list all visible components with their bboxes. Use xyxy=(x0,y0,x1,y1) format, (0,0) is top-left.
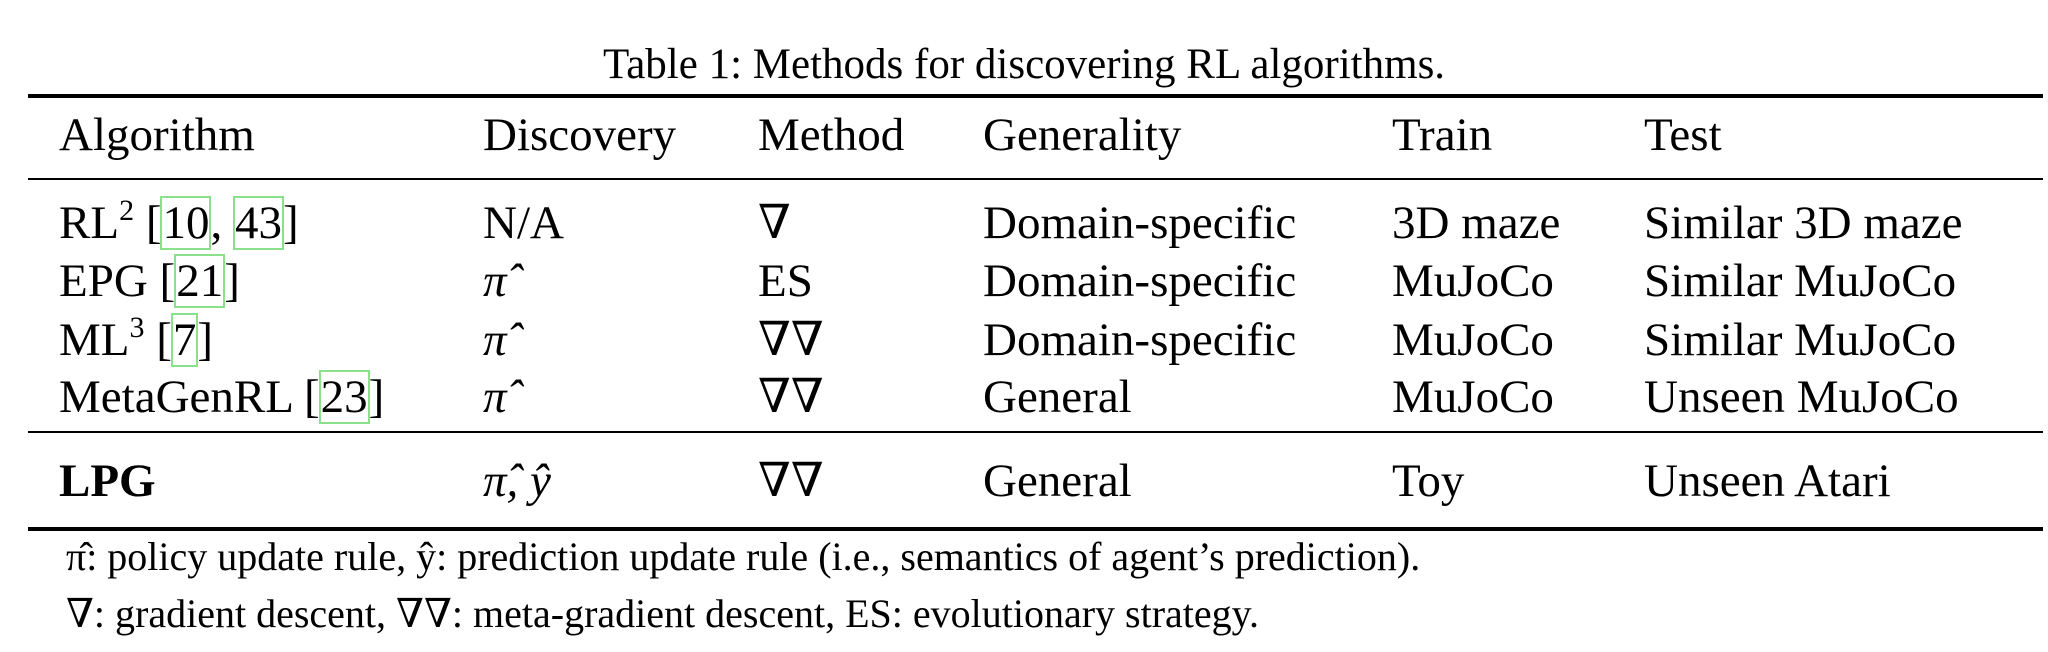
discovery-cell: π̂ xyxy=(483,255,507,307)
table-row xyxy=(59,310,213,370)
method-cell: ∇∇ xyxy=(758,314,824,366)
table-row xyxy=(59,367,384,427)
header-generality: Generality xyxy=(983,109,1182,161)
table-top-rule xyxy=(28,94,2043,98)
header-method: Method xyxy=(758,109,905,161)
algorithm-superscript: 2 xyxy=(119,194,135,227)
cite-bracket-open: [ xyxy=(147,255,176,307)
footnote-method: ∇: gradient descent, ∇∇: meta-gradient descent, ES: evolutionary strategy. xyxy=(66,591,1260,636)
cite-separator: , xyxy=(210,197,234,249)
header-test: Test xyxy=(1644,109,1722,161)
test-cell: Similar MuJoCo xyxy=(1644,314,1957,366)
method-cell: ∇ xyxy=(758,197,791,249)
train-cell: MuJoCo xyxy=(1392,371,1554,423)
cite-bracket-open: [ xyxy=(134,197,162,249)
citation-link[interactable]: 43 xyxy=(234,197,282,249)
generality-cell: Domain-specific xyxy=(983,255,1297,307)
train-cell: MuJoCo xyxy=(1392,255,1554,307)
generality-cell: Domain-specific xyxy=(983,314,1297,366)
train-cell: MuJoCo xyxy=(1392,314,1554,366)
test-cell: Similar 3D maze xyxy=(1644,197,1963,249)
discovery-cell: π̂ xyxy=(483,371,507,423)
citation-link[interactable]: 10 xyxy=(162,197,210,249)
discovery-cell: π̂, ŷ xyxy=(483,455,551,507)
method-cell: ∇∇ xyxy=(758,371,824,423)
cite-bracket-close: ] xyxy=(224,255,240,307)
test-cell: Similar MuJoCo xyxy=(1644,255,1957,307)
train-cell: Toy xyxy=(1392,455,1465,507)
cite-bracket-close: ] xyxy=(368,371,385,423)
algorithm-name: MetaGenRL xyxy=(59,371,293,423)
table-caption: Table 1: Methods for discovering RL algorithms. xyxy=(602,41,1446,88)
train-cell: 3D maze xyxy=(1392,197,1561,249)
header-algorithm: Algorithm xyxy=(59,109,255,161)
algorithm-superscript: 3 xyxy=(129,311,145,344)
method-cell: ES xyxy=(758,255,813,307)
footnote-discovery: π̂: policy update rule, ŷ: prediction update rule (i.e., semantics of agent’s prediction). xyxy=(66,534,1421,579)
cite-bracket-open: [ xyxy=(144,314,172,366)
discovery-cell: N/A xyxy=(483,197,564,249)
table-row xyxy=(59,251,240,311)
test-cell: Unseen Atari xyxy=(1644,455,1891,507)
citation-link[interactable]: 23 xyxy=(320,371,368,423)
lpg-separator-rule xyxy=(28,431,2043,433)
table-row xyxy=(59,193,299,253)
citation-link[interactable]: 21 xyxy=(176,255,224,307)
header-train: Train xyxy=(1392,109,1493,161)
method-cell: ∇∇ xyxy=(758,455,824,507)
algorithm-name: ML xyxy=(59,314,130,366)
discovery-cell: π̂ xyxy=(483,314,507,366)
test-cell: Unseen MuJoCo xyxy=(1644,371,1959,423)
cite-bracket-close: ] xyxy=(197,314,214,366)
table-row: LPG xyxy=(59,455,156,507)
citation-link[interactable]: 7 xyxy=(172,314,197,366)
algorithm-name: RL xyxy=(59,197,120,249)
header-bottom-rule xyxy=(28,178,2043,180)
cite-bracket-open: [ xyxy=(292,371,320,423)
header-discovery: Discovery xyxy=(483,109,677,161)
generality-cell: General xyxy=(983,371,1132,423)
algorithm-name: EPG xyxy=(59,255,148,307)
cite-bracket-close: ] xyxy=(282,197,299,249)
generality-cell: Domain-specific xyxy=(983,197,1297,249)
generality-cell: General xyxy=(983,455,1132,507)
